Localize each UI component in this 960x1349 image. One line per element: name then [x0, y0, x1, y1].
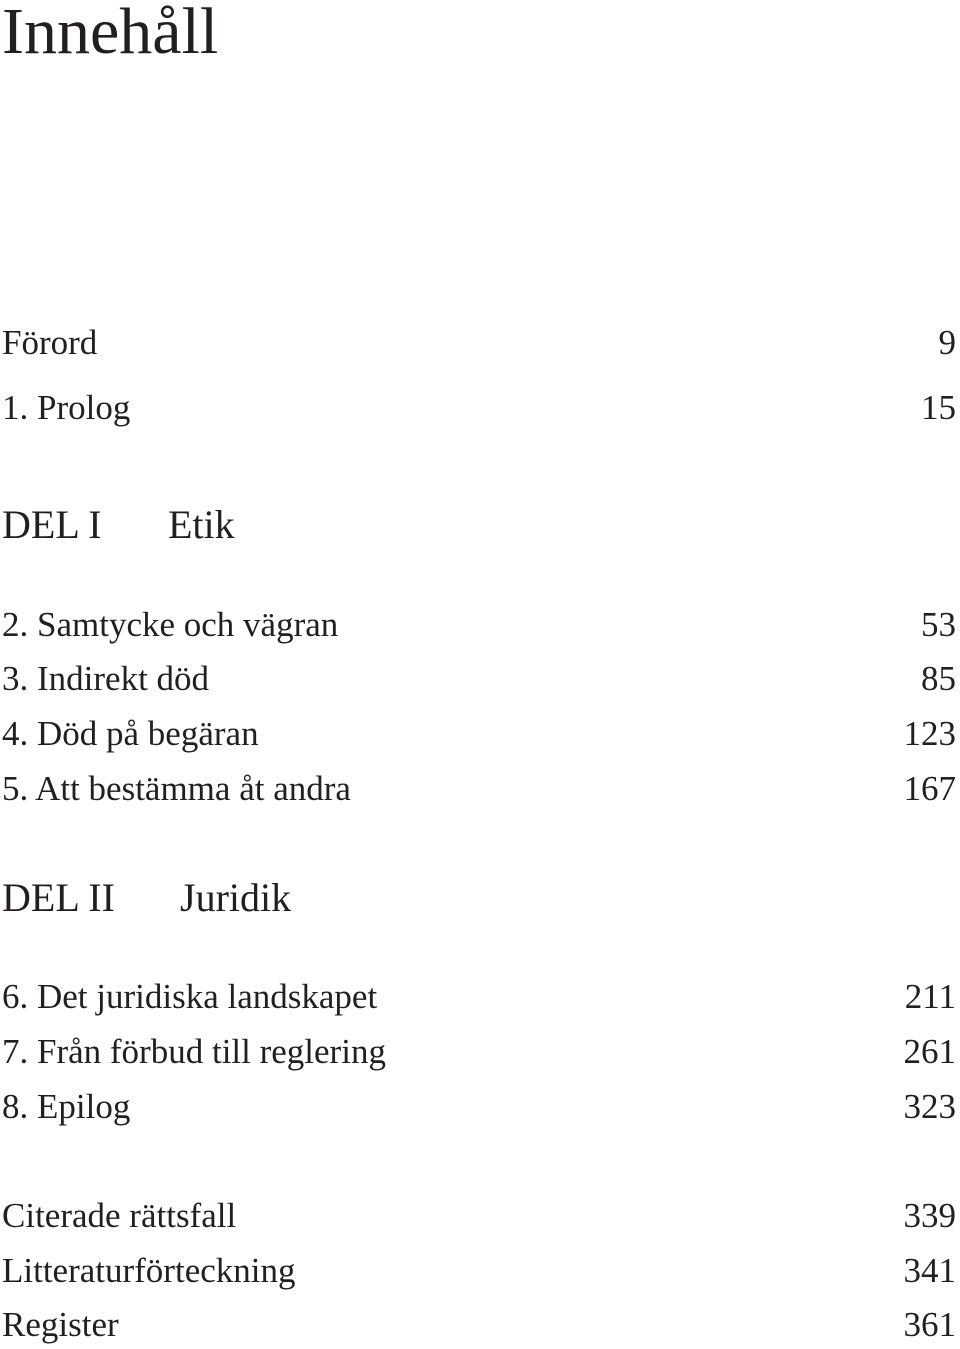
toc-entry-page: 339	[903, 1196, 956, 1235]
toc-entry-label: 1. Prolog	[2, 388, 131, 427]
toc-entry-page: 211	[904, 977, 956, 1016]
toc-entry-label: Litteraturförteckning	[2, 1251, 296, 1290]
toc-entry-page: 15	[921, 388, 956, 427]
toc-entry-page: 261	[903, 1032, 956, 1071]
toc-entry-citerade-rattsfall[interactable]	[2, 1192, 956, 1240]
toc-entry-page: 341	[903, 1251, 956, 1290]
toc-entry-label: 8. Epilog	[2, 1087, 131, 1126]
toc-entry-page: 85	[921, 659, 956, 698]
toc-entry-page: 123	[903, 714, 956, 753]
toc-entry-chapter-3[interactable]	[2, 655, 956, 703]
toc-entry-chapter-8[interactable]	[2, 1083, 956, 1131]
toc-entry-page: 323	[903, 1087, 956, 1126]
toc-entry-forord[interactable]	[2, 319, 956, 367]
toc-entry-label: Register	[2, 1305, 119, 1344]
toc-entry-litteraturforteckning[interactable]	[2, 1247, 956, 1295]
toc-entry-prolog[interactable]	[2, 384, 956, 432]
page-title: Innehåll	[2, 0, 219, 68]
toc-entry-page: 53	[921, 605, 956, 644]
toc-entry-label: Citerade rättsfall	[2, 1196, 237, 1235]
toc-entry-label: 2. Samtycke och vägran	[2, 605, 339, 644]
part-number: DEL I	[2, 502, 102, 547]
toc-entry-chapter-2[interactable]	[2, 601, 956, 649]
toc-entry-register[interactable]	[2, 1301, 956, 1349]
toc-entry-label: 3. Indirekt död	[2, 659, 210, 698]
toc-entry-label: 7. Från förbud till reglering	[2, 1032, 386, 1071]
part-title: Etik	[168, 502, 235, 547]
toc-entry-chapter-7[interactable]	[2, 1028, 956, 1076]
part-number: DEL II	[2, 875, 115, 920]
part-title: Juridik	[180, 875, 292, 920]
toc-entry-label: 6. Det juridiska landskapet	[2, 977, 378, 1016]
toc-entry-page: 9	[938, 323, 956, 362]
toc-entry-chapter-4[interactable]	[2, 710, 956, 758]
toc-entry-chapter-6[interactable]	[2, 973, 956, 1021]
toc-entry-page: 361	[903, 1305, 956, 1344]
toc-entry-chapter-5[interactable]	[2, 765, 956, 813]
toc-entry-label: 4. Död på begäran	[2, 714, 259, 753]
toc-entry-page: 167	[903, 769, 956, 808]
toc-entry-label: 5. Att bestämma åt andra	[2, 769, 351, 808]
toc-entry-label: Förord	[2, 323, 98, 362]
